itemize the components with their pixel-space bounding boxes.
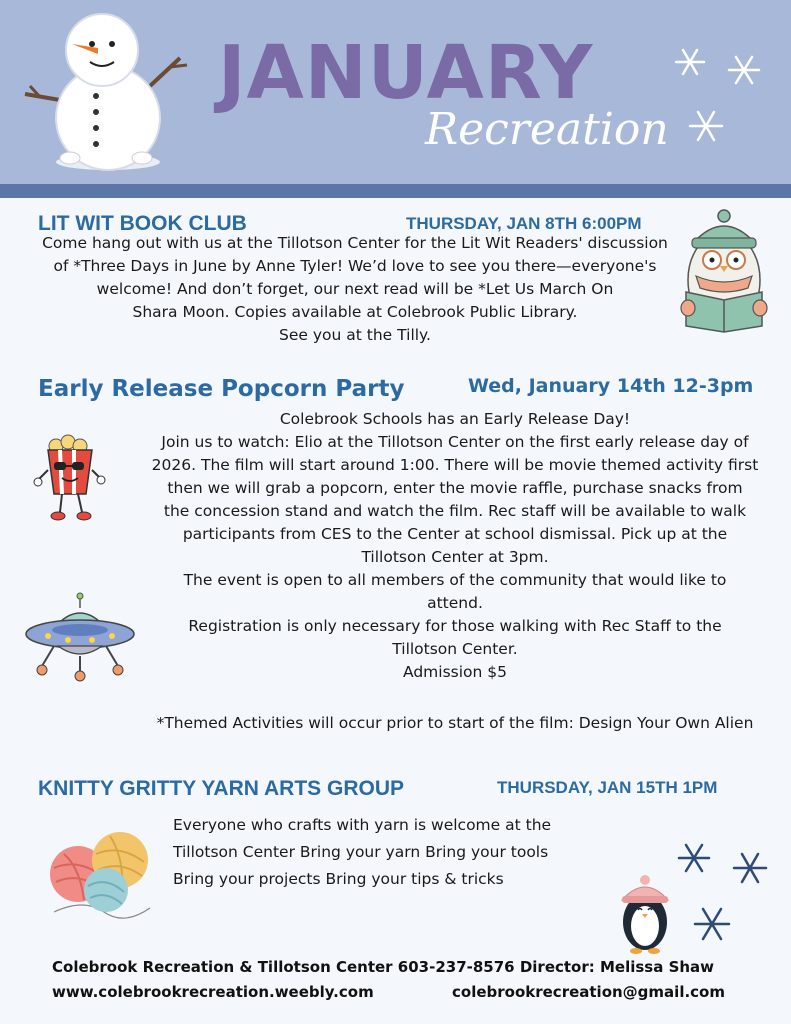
book-club-heading: LIT WIT BOOK CLUB bbox=[38, 212, 247, 235]
popcorn-party-description bbox=[125, 408, 785, 684]
ufo-icon bbox=[24, 592, 136, 684]
text-line: Registration is only necessary for those walking with Rec Staff to the bbox=[188, 617, 722, 635]
snowflake-icon bbox=[672, 836, 776, 952]
knitting-group-heading: KNITTY GRITTY YARN ARTS GROUP bbox=[38, 777, 404, 800]
text-line: Shara Moon. Copies available at Colebrook Public Library. bbox=[132, 303, 578, 321]
footer-email-link[interactable]: colebrookrecreation@gmail.com bbox=[452, 983, 725, 1001]
text-line: Join us to watch: Elio at the Tillotson Center on the first early release day of bbox=[161, 433, 749, 451]
snowflake-icon bbox=[670, 40, 770, 150]
text-line: Tillotson Center Bring your yarn Bring your tools bbox=[173, 843, 549, 861]
yarn-balls-icon bbox=[44, 828, 154, 920]
text-line: of *Three Days in June by Anne Tyler! We’d love to see you there—everyone's bbox=[53, 257, 657, 275]
header-divider bbox=[0, 184, 791, 198]
penguin-icon bbox=[614, 876, 676, 954]
popcorn-party-heading: Early Release Popcorn Party bbox=[38, 376, 405, 402]
owl-reading-icon bbox=[676, 208, 772, 336]
text-line: participants from CES to the Center at school dismissal. Pick up at the bbox=[182, 525, 728, 543]
text-line: welcome! And don’t forget, our next read will be *Let Us March On bbox=[96, 280, 614, 298]
text-line: the concession stand and watch the film. Rec staff will be available to walk bbox=[163, 502, 747, 520]
text-line: Tillotson Center. bbox=[392, 640, 518, 658]
popcorn-icon bbox=[34, 436, 108, 524]
text-line: See you at the Tilly. bbox=[279, 326, 431, 344]
footer-website-link[interactable]: www.colebrookrecreation.weebly.com bbox=[52, 983, 374, 1001]
text-line: Colebrook Schools has an Early Release Day! bbox=[279, 410, 631, 428]
footer-contact-line: Colebrook Recreation & Tillotson Center 603-237-8576 Director: Melissa Shaw bbox=[52, 958, 715, 976]
text-line: Admission $5 bbox=[403, 663, 507, 681]
popcorn-party-note: *Themed Activities will occur prior to start of the film: Design Your Own Alien bbox=[156, 714, 754, 732]
knitting-group-description bbox=[173, 812, 583, 893]
text-line: Bring your projects Bring your tips & tricks bbox=[173, 870, 504, 888]
text-line: then we will grab a popcorn, enter the movie raffle, purchase snacks from bbox=[167, 479, 743, 497]
book-club-date: THURSDAY, JAN 8TH 6:00PM bbox=[406, 214, 642, 233]
page-title: JANUARY bbox=[218, 30, 594, 116]
book-club-description bbox=[15, 232, 695, 347]
text-line: Tillotson Center at 3pm. bbox=[361, 548, 549, 566]
text-line: The event is open to all members of the community that would like to bbox=[183, 571, 727, 589]
snowman-icon bbox=[20, 10, 195, 175]
text-line: 2026. The film will start around 1:00. There will be movie themed activity first bbox=[151, 456, 759, 474]
popcorn-party-date: Wed, January 14th 12-3pm bbox=[468, 375, 754, 397]
text-line: Come hang out with us at the Tillotson Center for the Lit Wit Readers' discussion bbox=[42, 234, 668, 252]
knitting-group-date: THURSDAY, JAN 15TH 1PM bbox=[497, 778, 718, 797]
page-subtitle: Recreation bbox=[425, 104, 669, 155]
text-line: attend. bbox=[427, 594, 483, 612]
text-line: Everyone who crafts with yarn is welcome at the bbox=[173, 816, 552, 834]
